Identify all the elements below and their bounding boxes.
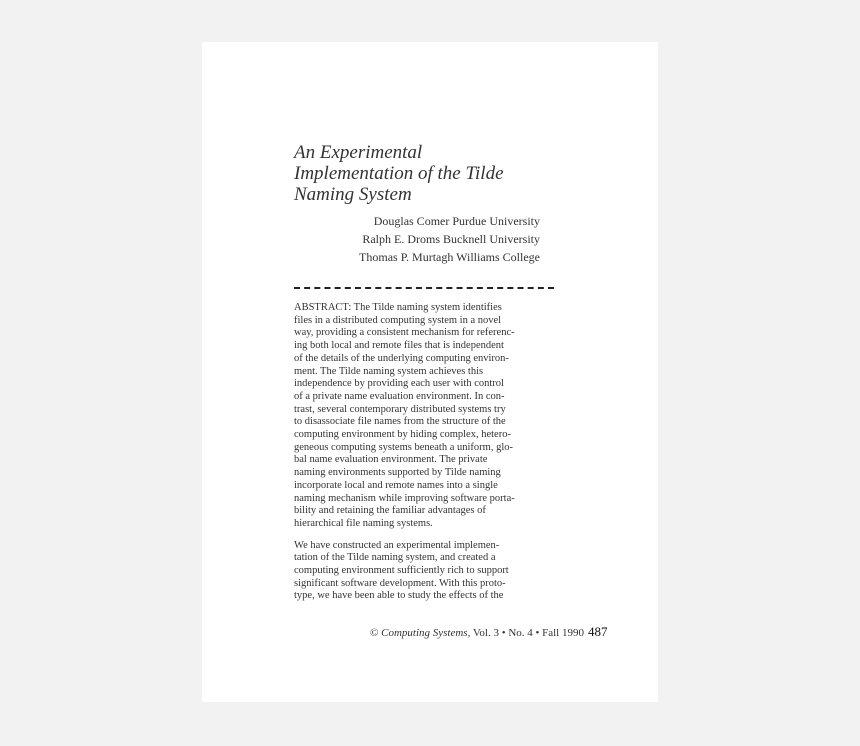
abstract-paragraph [294,302,552,531]
text-line: of the details of the underlying computing environ- [294,352,509,364]
abstract [294,302,552,603]
issue-details: Vol. 3 • No. 4 • Fall 1990 [470,627,584,639]
page-number: 487 [588,624,608,639]
text-line: computing environment sufficiently rich to support [294,565,509,577]
text-line: to disassociate file names from the structure of the [294,416,506,428]
text-line: incorporate local and remote names into a single [294,479,498,491]
title-line: An Experimental [294,142,423,163]
text-line: computing environment by hiding complex, hetero- [294,429,511,441]
text-line: hierarchical file naming systems. [294,517,433,529]
paper-page [202,42,658,702]
title-line: Naming System [294,184,412,205]
author-line: Ralph E. Droms Bucknell University [362,232,540,246]
text-line: significant software development. With this proto- [294,577,506,589]
author-line: Thomas P. Murtagh Williams College [359,250,540,264]
text-line: naming mechanism while improving software porta- [294,492,515,504]
author-list [322,212,540,266]
text-line: tation of the Tilde naming system, and created a [294,552,496,564]
section-divider [294,287,554,289]
text-line: files in a distributed computing system in a novel [294,314,502,326]
text-line: type, we have been able to study the effects of the [294,590,504,602]
journal-name: Computing Systems, [381,627,471,639]
text-line: We have constructed an experimental implemen- [294,539,500,551]
text-line: bility and retaining the familiar advantages of [294,505,486,517]
text-line: ing both local and remote files that is independent [294,340,504,352]
author-line: Douglas Comer Purdue University [373,214,540,228]
text-line: ABSTRACT: The Tilde naming system identifies [294,302,502,313]
copyright-mark: © [370,627,382,639]
text-line: way, providing a consistent mechanism for referenc- [294,327,515,339]
text-line: bal name evaluation environment. The private [294,454,488,466]
title-line: Implementation of the Tilde [294,163,504,184]
paper-title [294,142,594,205]
text-line: ment. The Tilde naming system achieves this [294,365,484,377]
body-paragraph [294,540,552,604]
text-line: of a private name evaluation environment. In con- [294,390,505,402]
text-line: geneous computing systems beneath a uniform, glo- [294,441,513,453]
page-footer [370,624,616,640]
text-line: trast, several contemporary distributed systems try [294,403,506,415]
text-line: naming environments supported by Tilde naming [294,467,501,479]
text-line: independence by providing each user with control [294,378,504,390]
